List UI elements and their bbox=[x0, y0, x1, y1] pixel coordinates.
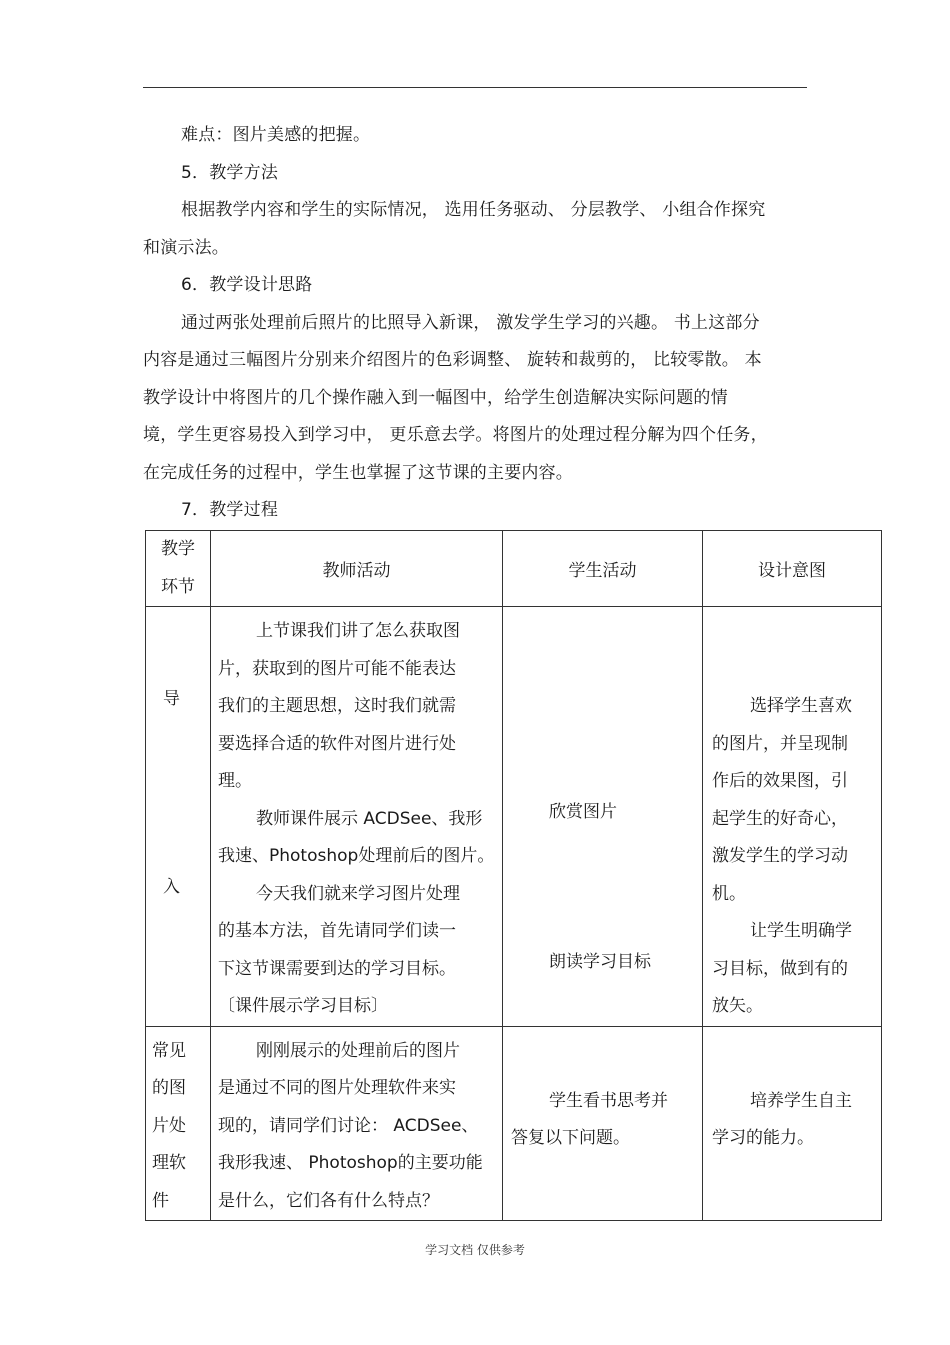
design-text-1: 通过两张处理前后照片的比照导入新课， 激发学生学习的兴趣。 书上这部分 bbox=[181, 312, 760, 333]
header-intent: 设计意图 bbox=[703, 531, 882, 607]
stage-label-top: 导 bbox=[163, 689, 180, 709]
design-text-4: 境，学生更容易投入到学习中， 更乐意去学。将图片的处理过程分解为四个任务， bbox=[143, 425, 768, 445]
student-activity-b: 朗读学习目标 bbox=[549, 952, 651, 972]
stage-cell: 常见 的图 片处 理软 件 bbox=[146, 1026, 211, 1221]
header-rule bbox=[143, 87, 807, 88]
method-text-1: 根据教学内容和学生的实际情况， 选用任务驱动、 分层教学、 小组合作探究 bbox=[181, 200, 766, 220]
design-intent-cell: 选择学生喜欢 的图片，并呈现制 作后的效果图，引 起学生的好奇心， 激发学生的学习动 机。 让学生明确学 习目标，做到有的 放矢。 bbox=[703, 607, 882, 1027]
method-heading: 5．教学方法 bbox=[181, 162, 279, 183]
stage-cell bbox=[146, 607, 211, 1027]
header-stage: 教学 环节 bbox=[146, 531, 211, 607]
teacher-activity-cell: 上节课我们讲了怎么获取图 片，获取到的图片可能不能表达 我们的主题思想，这时我们就需 要选择合适的软件对图片进行处 理。 教师课件展示 ACDSee、我形 我速、Photoshop处理前后的图片。 今天我们就来学习图片处理 的基本方法，首先请同学们读一 下这节课需要到达的学习目标。 〔课件展示学习目标〕 bbox=[211, 607, 503, 1027]
header-teacher: 教师活动 bbox=[211, 531, 503, 607]
student-activity-cell: 学生看书思考并 答复以下问题。 bbox=[503, 1026, 703, 1221]
design-text-2: 内容是通过三幅图片分别来介绍图片的色彩调整、 旋转和裁剪的， 比较零散。 本 bbox=[143, 350, 762, 370]
teaching-process-table bbox=[145, 530, 882, 1221]
teacher-activity-cell: 刚刚展示的处理前后的图片 是通过不同的图片处理软件来实 现的，请同学们讨论： ACDSee、 我形我速、 Photoshop的主要功能 是什么，它们各有什么特点？ bbox=[211, 1026, 503, 1221]
stage-label-bottom: 入 bbox=[163, 877, 180, 897]
design-heading: 6．教学设计思路 bbox=[181, 275, 313, 295]
page-footer: 学习文档 仅供参考 bbox=[425, 1243, 525, 1257]
design-text-3: 教学设计中将图片的几个操作融入到一幅图中，给学生创造解决实际问题的情 bbox=[143, 387, 728, 408]
body-text bbox=[143, 117, 807, 530]
difficulty-line: 难点：图片美感的把握。 bbox=[181, 125, 371, 145]
table-header-row bbox=[146, 531, 882, 607]
student-activity-cell bbox=[503, 607, 703, 1027]
process-heading: 7．教学过程 bbox=[181, 500, 279, 520]
table-row bbox=[146, 607, 882, 1027]
student-activity-a: 欣赏图片 bbox=[549, 802, 617, 822]
table-row bbox=[146, 1026, 882, 1221]
design-text-5: 在完成任务的过程中，学生也掌握了这节课的主要内容。 bbox=[143, 462, 573, 483]
method-text-2: 和演示法。 bbox=[143, 237, 229, 258]
header-student: 学生活动 bbox=[503, 531, 703, 607]
design-intent-cell: 培养学生自主 学习的能力。 bbox=[703, 1026, 882, 1221]
